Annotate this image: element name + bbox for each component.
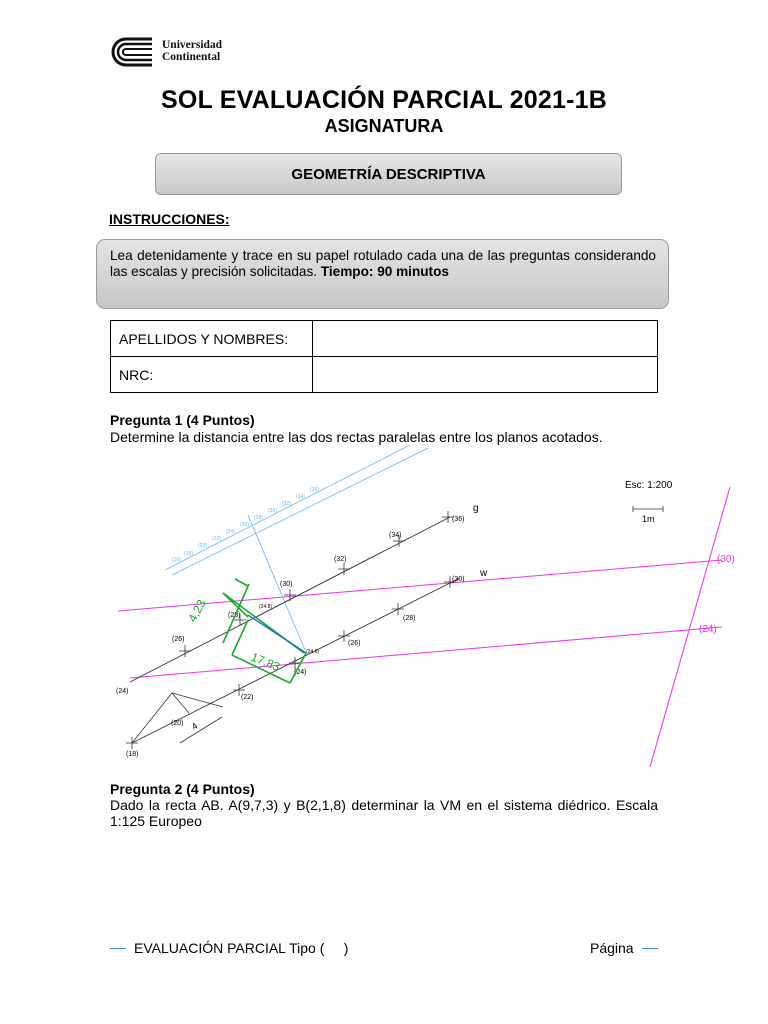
question-1-title: Pregunta 1 (4 Puntos) bbox=[110, 412, 255, 428]
w-label: (20) bbox=[171, 720, 184, 727]
proj-label: (28) bbox=[254, 515, 263, 521]
g-label: (36) bbox=[452, 516, 465, 523]
university-name-line1: Universidad bbox=[162, 39, 223, 51]
question-1-figure bbox=[110, 445, 740, 775]
instructions-label: INSTRUCCIONES: bbox=[109, 211, 230, 227]
course-name: GEOMETRÍA DESCRIPTIVA bbox=[291, 165, 486, 183]
w-label: (22) bbox=[241, 694, 254, 701]
line-w bbox=[132, 578, 460, 743]
university-name-line2: Continental bbox=[162, 51, 221, 63]
footer-dash bbox=[642, 948, 658, 949]
proj-label: (36) bbox=[310, 487, 319, 493]
proj-label: (24) bbox=[226, 529, 235, 535]
w-label: (28) bbox=[403, 615, 416, 622]
university-logo-icon bbox=[108, 36, 158, 68]
projection-labels bbox=[172, 487, 319, 563]
g-label: (34) bbox=[389, 532, 402, 539]
proj-label: (34) bbox=[296, 494, 305, 500]
triangle-construction bbox=[132, 693, 223, 743]
scale-bar bbox=[633, 506, 663, 512]
question-2-title: Pregunta 2 (4 Puntos) bbox=[110, 781, 255, 797]
footer-dash bbox=[110, 948, 126, 949]
w-label: (24) bbox=[294, 669, 307, 676]
plane-contour-24 bbox=[130, 627, 722, 678]
nrc-label: NRC: bbox=[111, 357, 313, 393]
true-distance-line bbox=[248, 615, 306, 653]
line-g-labels bbox=[116, 516, 464, 695]
footer-right bbox=[590, 940, 658, 956]
proj-label: (26) bbox=[240, 522, 249, 528]
geometry-drawing bbox=[110, 445, 740, 770]
instructions-box bbox=[96, 239, 669, 309]
question-1-text: Determine la distancia entre las dos rectas paralelas entre los planos acotados. bbox=[110, 429, 603, 445]
question-2-text: Dado la recta AB. A(9,7,3) y B(2,1,8) determinar la VM en el sistema diédrico. Escala 1:125 Europeo bbox=[110, 797, 658, 829]
g-label: (26) bbox=[172, 636, 185, 643]
proj-label: (22) bbox=[212, 536, 221, 542]
footer-page-label: Página bbox=[590, 940, 634, 956]
projection-line-2 bbox=[172, 448, 428, 575]
plane-label-30: (30) bbox=[717, 554, 735, 565]
line-w-label: w bbox=[480, 568, 488, 579]
page-subtitle: ASIGNATURA bbox=[324, 116, 444, 136]
scale-bar-label: 1m bbox=[642, 514, 655, 524]
mid-label: (24.8) bbox=[259, 604, 273, 610]
instructions-text: Lea detenidamente y trace en su papel rotulado cada una de las preguntas considerando las escalas y precisión solicitadas. bbox=[110, 248, 656, 279]
scale-label: Esc: 1:200 bbox=[625, 480, 673, 491]
course-name-box bbox=[155, 153, 622, 195]
university-name bbox=[162, 39, 222, 63]
proj-label: (16) bbox=[172, 557, 181, 563]
page-title: SOL EVALUACIÓN PARCIAL 2021-1B bbox=[161, 86, 607, 114]
dimension-4-23: 4,23 bbox=[185, 597, 209, 625]
name-field[interactable] bbox=[313, 321, 658, 357]
g-label: (32) bbox=[334, 556, 347, 563]
student-info-table bbox=[110, 320, 658, 393]
proj-label: (32) bbox=[282, 501, 291, 507]
dimension-17-83: 17,83 bbox=[248, 649, 282, 675]
g-label: (30) bbox=[280, 581, 293, 588]
proj-label: (30) bbox=[268, 508, 277, 514]
dimension-4: 4 bbox=[189, 720, 200, 732]
nrc-field[interactable] bbox=[313, 357, 658, 393]
mid-label: (24.6) bbox=[306, 649, 320, 655]
projection-line-3 bbox=[248, 515, 305, 650]
proj-label: (18) bbox=[184, 551, 193, 557]
footer-left bbox=[110, 940, 348, 956]
g-label: (28) bbox=[228, 612, 241, 619]
g-label: (24) bbox=[116, 688, 129, 695]
w-label: (30) bbox=[452, 576, 465, 583]
table-row bbox=[111, 321, 658, 357]
plane-contour-30 bbox=[118, 560, 722, 611]
name-label: APELLIDOS Y NOMBRES: bbox=[111, 321, 313, 357]
line-g-label: g bbox=[473, 503, 479, 514]
table-row bbox=[111, 357, 658, 393]
university-logo bbox=[108, 36, 248, 68]
projection-line-1 bbox=[165, 445, 410, 570]
w-label: (18) bbox=[126, 751, 139, 758]
instructions-time: Tiempo: 90 minutos bbox=[320, 264, 449, 279]
w-label: (26) bbox=[348, 640, 361, 647]
footer-exam-type: EVALUACIÓN PARCIAL Tipo ( ) bbox=[134, 940, 349, 956]
plane-label-24: (24) bbox=[699, 624, 717, 635]
proj-label: (20) bbox=[198, 543, 207, 549]
